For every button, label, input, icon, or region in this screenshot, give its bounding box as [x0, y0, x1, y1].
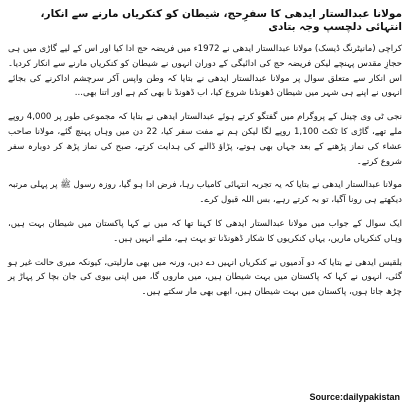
article-paragraph: مولانا عبدالستار ایدھی نے بتایا کہ یہ تجربہ انتہائی کامیاب رہا، فرض ادا ہو گیا، روزہ رسول ﷺ پر پہلی مرتبہ دیکھتے ہی رونا آگیا، تو بہ کرتے رہے، بس اللہ قبول کرے۔	[8, 180, 402, 206]
article-paragraph: ایک سوال کے جواب میں مولانا عبدالستار ایدھی کا کہنا تھا کہ میں نے کہا پاکستان میں شیطان بہت ہیں، وہاں کنکریاں ماریں، یہاں کنکریوں کا شکار ڈھونڈنا تو بہت ہے، ملتے انہیں ہیں۔	[8, 218, 402, 244]
article-paragraph: بلقیس ایدھی نے بتایا کہ دو آدمیوں نے کنکریاں انہیں دے دیں، ورنہ میں بھی مارلیتی، کیونکہ میری حالت غیر ہو گئی، انہوں نے کہا کہ پاکستان میں بہت شیطان ہیں، میں ماروں گا، میں اپنی بیوی کی جان بچا کر پہاڑ پر چڑھ جاتا ہوں، پاکستان میں بہت شیطان ہیں، ابھی بھی مار سکتے ہیں۔	[8, 257, 402, 298]
source-credit: Source:dailypakistan	[309, 392, 400, 402]
article-paragraph: کراچی (مانیٹرنگ ڈیسک) مولانا عبدالستار ایدھی نے 1972ء میں فریضہ حج ادا کیا اور اس کے لیے گاڑی میں ہی حجازِ مقدس پہنچے لیکن فریضہ حج کی ادائیگی کے دوران انہوں نے شیطان کو کنکریاں مارنے سے انکار کردیا۔ اس انکار سے متعلق سوال پر مولانا عبدالستار ایدھی نے بتایا کہ وطن واپس آکر سرچشم اداکرنے کی بجائے انہوں نے اپنے ہی شہر میں شیطان ڈھونڈنا شروع کیا، اب ڈھونڈ نا بھی کم ہے اور اتنا بھی...	[8, 44, 402, 99]
article-paragraph: نجی ٹی وی چینل کے پروگرام میں گفتگو کرتے ہوئے عبدالستار ایدھی نے بتایا کہ مجموعی طور پر 4,000 روپے ملے تھے، گاڑی کا ٹکٹ 1,100 روپے لگا لیکن ہم نے مفت سفر کیا، 22 دن میں وہاں پہنچ گئے، مولانا صاحب عشاء کی نماز پڑھنے کے بعد جہاں بھی ہوتے، پڑاؤ ڈالنے کی ہدایت کرتے، صبح کی نماز پڑھ کر دوبارہ سفر شروع کرتے۔	[8, 112, 402, 167]
article-headline: مولانا عبدالستار ایدھی کا سفرِحج، شیطان کو کنکریاں مارنے سے انکار، انتہائی دلچسپ وجہ بتادی	[40, 8, 402, 33]
